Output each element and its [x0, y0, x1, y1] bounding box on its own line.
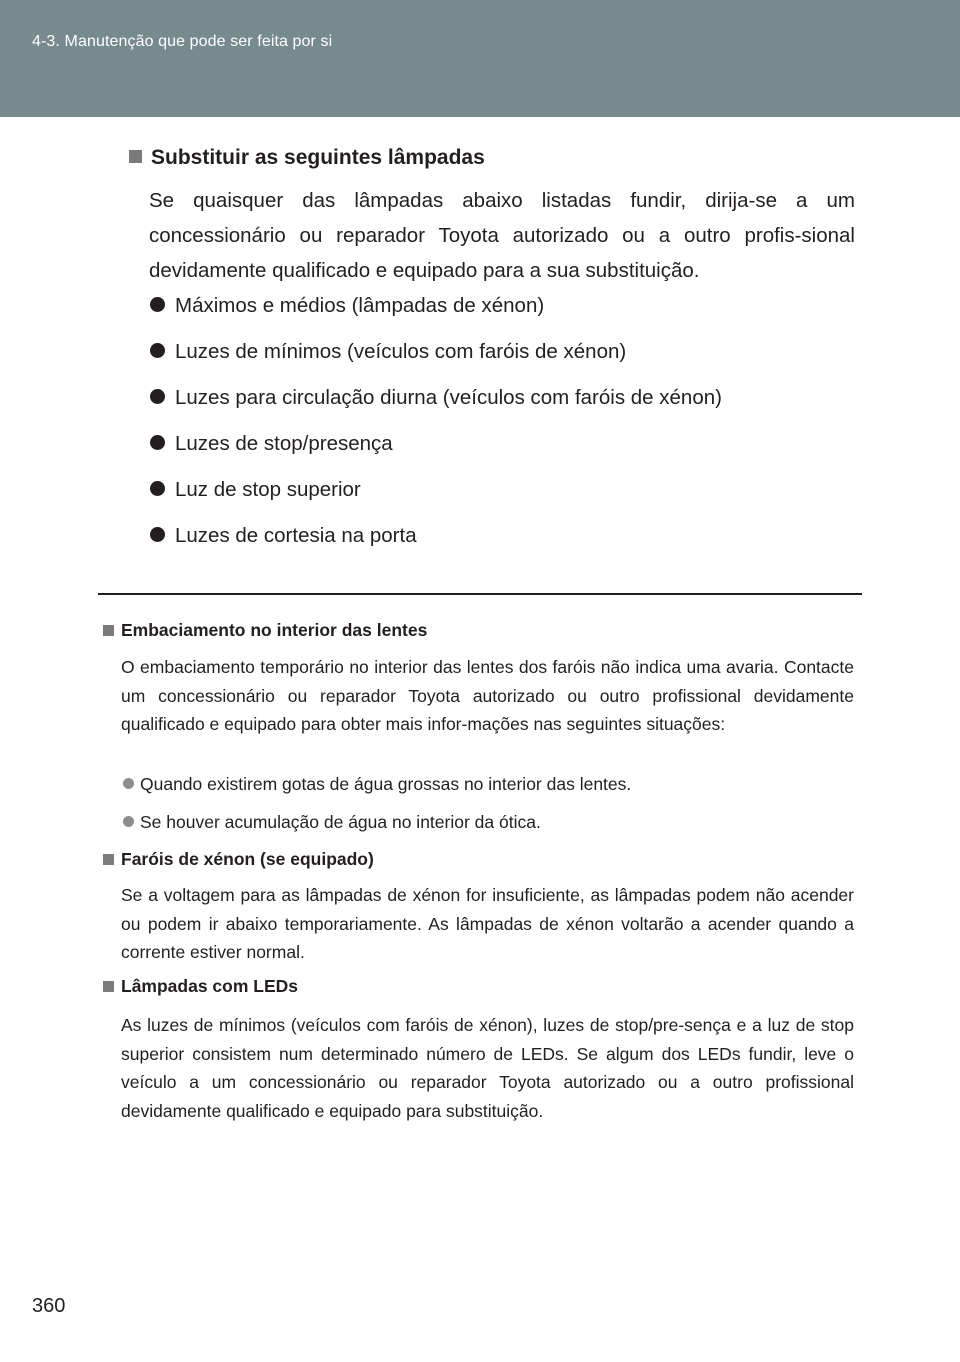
bullet-dot-icon [150, 435, 165, 450]
heading-text: Substituir as seguintes lâmpadas [151, 146, 485, 169]
note-heading-xenon [103, 849, 374, 870]
list-item-text: Luzes de stop/presença [175, 432, 393, 455]
page-number: 360 [32, 1295, 66, 1317]
header-band [0, 0, 960, 117]
list-item [150, 340, 626, 364]
list-item-text: Máximos e médios (lâmpadas de xénon) [175, 294, 545, 317]
square-bullet-icon [103, 625, 114, 636]
note-heading-fogging [103, 620, 427, 641]
square-bullet-icon [103, 981, 114, 992]
note-heading-text: Lâmpadas com LEDs [121, 976, 298, 996]
bullet-dot-icon [150, 527, 165, 542]
list-item-text: Luzes de cortesia na porta [175, 524, 417, 547]
section-title: 4-3. Manutenção que pode ser feita por si [32, 33, 333, 50]
bullet-dot-icon [150, 481, 165, 496]
note-paragraph-leds: As luzes de mínimos (veículos com faróis de xénon), luzes de stop/pre-sença e a luz de stop superior consistem num determinado número de LEDs. Se algum dos LEDs fundir, leve o veículo a um concessionário ou reparador Toyota autorizado ou a outro profissional devidamente qualificado e equipado para substituição. [121, 1015, 854, 1121]
note-list-item [123, 812, 541, 833]
square-bullet-icon [103, 854, 114, 865]
bullet-dot-icon [150, 297, 165, 312]
note-paragraph-fogging: O embaciamento temporário no interior das lentes dos faróis não indica uma avaria. Contacte um concessionário ou reparador Toyota autorizado ou outro profissional devidamente qualificado e equipado para obter mais infor-mações nas seguintes situações: [121, 657, 854, 734]
bullet-dot-icon [150, 389, 165, 404]
note-list-item-text: Se houver acumulação de água no interior da ótica. [140, 812, 541, 832]
list-item-text: Luzes de mínimos (veículos com faróis de xénon) [175, 340, 627, 363]
note-heading-leds [103, 976, 298, 997]
list-item [150, 524, 417, 548]
note-list-item-text: Quando existirem gotas de água grossas no interior das lentes. [140, 774, 632, 794]
list-item [150, 294, 544, 318]
list-item [150, 478, 361, 502]
list-item [150, 432, 393, 456]
list-item-text: Luz de stop superior [175, 478, 361, 501]
note-heading-text: Faróis de xénon (se equipado) [121, 849, 374, 869]
square-bullet-icon [129, 150, 142, 163]
list-item [150, 386, 722, 410]
list-item-text: Luzes para circulação diurna (veículos com faróis de xénon) [175, 386, 722, 409]
note-paragraph-xenon: Se a voltagem para as lâmpadas de xénon for insuficiente, as lâmpadas podem não acender ou podem ir abaixo temporariamente. As lâmpadas de xénon voltarão a acender quando a corrente estiver normal. [121, 885, 854, 962]
note-list-item [123, 774, 631, 795]
section-heading [129, 146, 485, 170]
note-heading-text: Embaciamento no interior das lentes [121, 620, 428, 640]
bullet-dot-icon [123, 778, 134, 789]
section-divider [98, 593, 862, 595]
bullet-dot-icon [150, 343, 165, 358]
bullet-dot-icon [123, 816, 134, 827]
intro-paragraph: Se quaisquer das lâmpadas abaixo listadas fundir, dirija-se a um concessionário ou reparador Toyota autorizado ou a outro profis-sional devidamente qualificado e equipado para a sua substituição. [149, 189, 855, 282]
